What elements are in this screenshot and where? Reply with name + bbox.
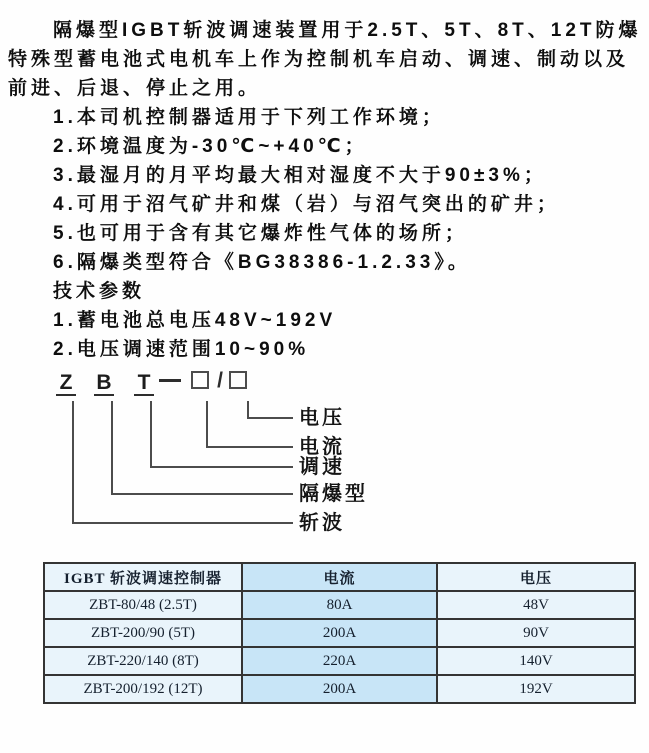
condition-item: 1.本司机控制器适用于下列工作环境； [53, 107, 445, 128]
table-header-controller: IGBT 斩波调速控制器 [44, 563, 242, 591]
model-cell: ZBT-200/192 (12T) [44, 675, 242, 703]
table-row [44, 619, 635, 647]
table-header-current: 电流 [242, 563, 437, 591]
current-cell: 220A [242, 647, 437, 675]
intro-line: 隔爆型IGBT斩波调速装置用于2.5T、5T、8T、12T防爆 [53, 20, 642, 41]
condition-item: 4.可用于沼气矿井和煤（岩）与沼气突出的矿井； [53, 194, 560, 215]
voltage-cell: 90V [437, 619, 635, 647]
current-cell: 200A [242, 619, 437, 647]
model-label-chopper: 斩波 [299, 512, 345, 534]
connector-speed [151, 401, 293, 467]
table-row [44, 647, 635, 675]
condition-item: 6.隔爆类型符合《BG38386-1.2.33》。 [53, 252, 471, 273]
table-row [44, 675, 635, 703]
table-row [44, 591, 635, 619]
model-label-current: 电流 [299, 436, 345, 458]
model-dash [159, 379, 181, 382]
connector-chopper [73, 401, 293, 523]
current-cell: 80A [242, 591, 437, 619]
connector-flameproof [112, 401, 293, 494]
tech-params-heading: 技术参数 [53, 281, 146, 302]
voltage-cell: 140V [437, 647, 635, 675]
tech-param-item: 1.蓄电池总电压48V~192V [53, 310, 337, 331]
model-box-voltage [229, 371, 247, 389]
current-cell: 200A [242, 675, 437, 703]
connector-current [207, 401, 293, 447]
tech-param-item: 2.电压调速范围10~90% [53, 339, 310, 360]
model-cell: ZBT-220/140 (8T) [44, 647, 242, 675]
condition-item: 2.环境温度为-30℃~+40℃； [53, 136, 368, 157]
model-letter-speed: T [134, 371, 154, 396]
intro-line: 前进、后退、停止之用。 [8, 78, 262, 99]
connector-voltage [248, 401, 293, 418]
table-header-row [44, 563, 635, 591]
model-letter-flameproof: B [94, 371, 114, 396]
voltage-cell: 48V [437, 591, 635, 619]
model-label-speed: 调速 [299, 456, 345, 478]
model-label-voltage: 电压 [299, 407, 345, 429]
text-block [0, 16, 649, 364]
table-header-voltage: 电压 [437, 563, 635, 591]
condition-item: 3.最湿月的月平均最大相对湿度不大于90±3%； [53, 165, 547, 186]
model-cell: ZBT-80/48 (2.5T) [44, 591, 242, 619]
model-slash: / [217, 369, 223, 392]
intro-line: 特殊型蓄电池式电机车上作为控制机车启动、调速、制动以及 [8, 49, 630, 70]
condition-item: 5.也可用于含有其它爆炸性气体的场所； [53, 223, 468, 244]
spec-table [43, 562, 636, 704]
model-box-current [191, 371, 209, 389]
model-letter-chopper: Z [56, 371, 76, 396]
model-cell: ZBT-200/90 (5T) [44, 619, 242, 647]
model-label-flameproof: 隔爆型 [299, 483, 368, 505]
voltage-cell: 192V [437, 675, 635, 703]
